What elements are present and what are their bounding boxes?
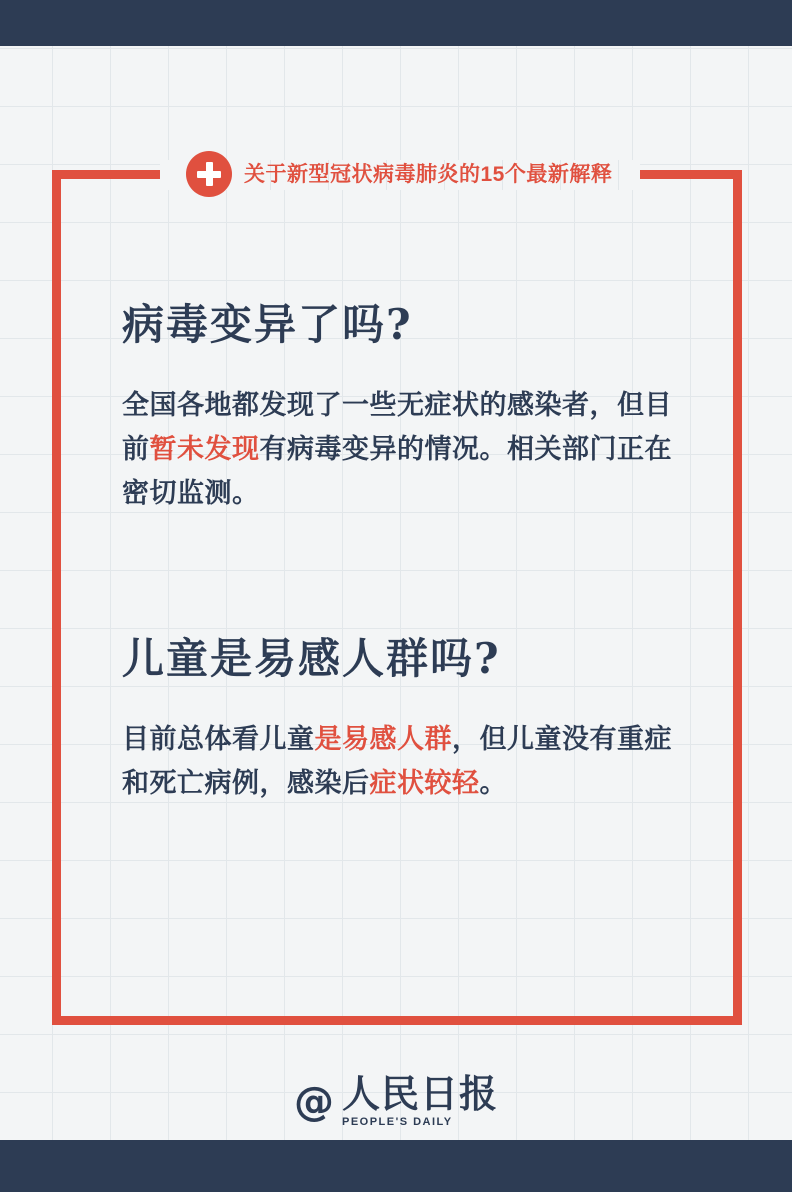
header-banner: [186, 150, 612, 198]
answer-text-highlight: 暂未发现: [149, 434, 260, 466]
brand-text-wrap: [341, 1071, 498, 1128]
bottom-bar: [0, 1140, 792, 1192]
answer-text-plain: 全国各地都发现了一些无症状的感染者，但目前: [122, 390, 672, 466]
answer-text-plain: 有病毒变异的情况。相关部门正在密切监测。: [122, 434, 672, 509]
answer-text-highlight: 是易感人群: [314, 723, 452, 755]
answer-text-plain: 。: [479, 767, 507, 799]
brand-name-cn: 人民日报: [341, 1071, 498, 1116]
answer-text-plain: 目前总体看儿童: [122, 723, 315, 755]
answer-text-highlight: 症状较轻: [369, 767, 480, 799]
answer-body: [122, 718, 692, 805]
content-area: [122, 300, 702, 805]
answer-text-plain: ，但儿童没有重症和死亡病例，感染后: [122, 723, 672, 799]
question-title: 儿童是易感人群吗?: [122, 633, 501, 683]
brand-logo-inner: [293, 1071, 498, 1128]
top-bar: [0, 0, 792, 46]
brand-name-en: PEOPLE'S DAILY: [341, 1116, 453, 1128]
qa-block-2: [122, 634, 702, 806]
header-title: 关于新型冠状病毒肺炎的15个最新解释: [244, 162, 613, 186]
at-symbol-icon: @: [293, 1078, 334, 1125]
medical-cross-icon: [186, 151, 232, 197]
question-title: 病毒变异了吗?: [122, 300, 413, 349]
qa-block-1: [122, 300, 702, 516]
brand-logo: [0, 1071, 792, 1128]
answer-body: [122, 384, 692, 515]
